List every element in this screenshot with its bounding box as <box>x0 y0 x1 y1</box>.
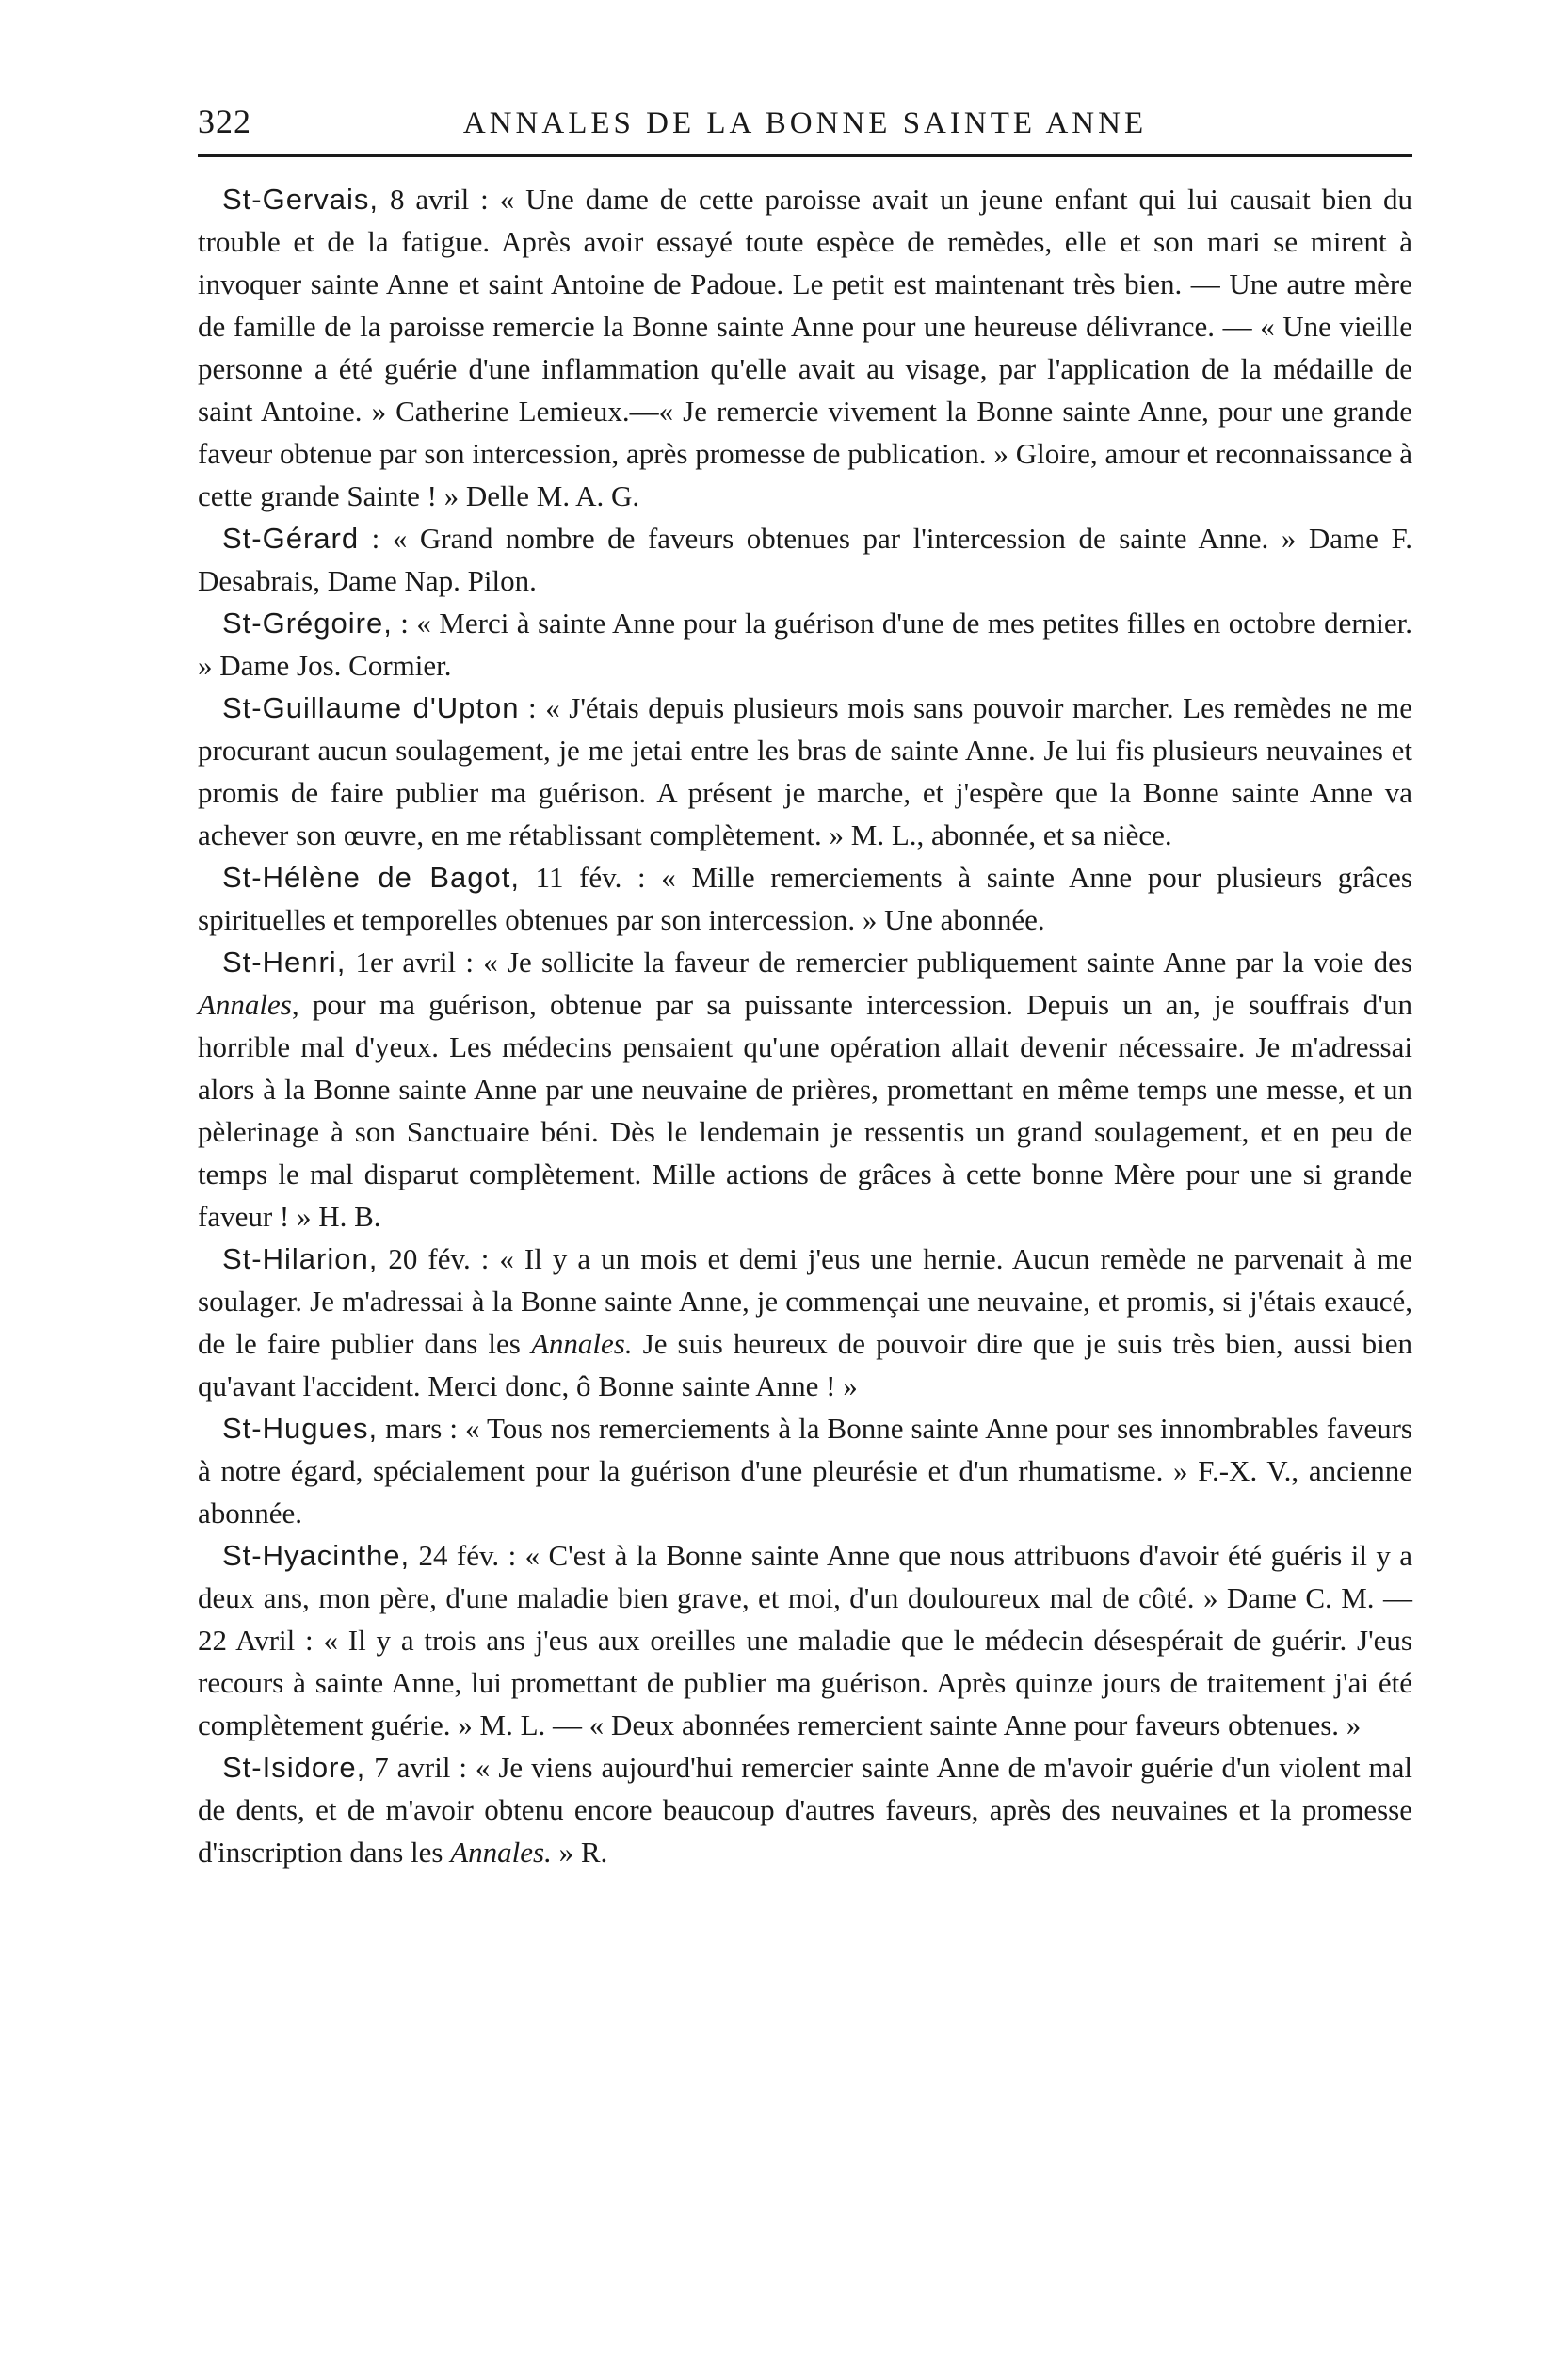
entry-text: « Merci à sainte Anne pour la guérison d'une de mes petites filles en octobre dernier. » Dame Jos. Cormier. <box>198 607 1412 682</box>
journal-title: Annales. <box>530 1327 633 1360</box>
page <box>198 83 1412 1873</box>
entry-text-continued: » R. <box>551 1836 608 1869</box>
entry-st-henri <box>198 941 1412 1238</box>
place-name: St-Guillaume d'Upton <box>222 691 520 724</box>
entry-text: « Mille remerciements à sainte Anne pour plusieurs grâces spirituelles et temporelles obtenues par son intercession. » Une abonnée. <box>198 861 1412 936</box>
place-name: St-Hilarion, <box>222 1242 379 1275</box>
journal-title: Annales. <box>450 1836 552 1869</box>
entry-text: « Je viens aujourd'hui remercier sainte Anne de m'avoir guérie d'un violent mal de dents, et de m'avoir obtenu encore beaucoup d'autres faveurs, après des neuvaines et la promesse d'inscription dans les <box>198 1751 1413 1869</box>
entry-date: : <box>359 522 380 555</box>
entry-text: « J'étais depuis plusieurs mois sans pouvoir marcher. Les remèdes ne me procurant aucun soulagement, je me jetai entre les bras de sainte Anne. Je lui fis plusieurs neuvaines et promis de faire publier ma guérison. A présent je marche, et j'espère que la Bonne sainte Anne va achever son œuvre, en me rétablissant complètement. » M. L., abonnée, et sa nièce. <box>198 691 1412 851</box>
entry-st-gerard <box>198 517 1412 602</box>
place-name: St-Hélène de Bagot, <box>222 861 520 894</box>
entry-date: 1er avril : <box>346 946 474 979</box>
place-name: St-Hugues, <box>222 1412 379 1445</box>
entry-st-gregoire <box>198 602 1412 687</box>
entry-text-continued: , pour ma guérison, obtenue par sa puissante intercession. Depuis un an, je souffrais d'un horrible mal d'yeux. Les médecins pensaient qu'une opération allait devenir nécessaire. Je m'adressai alors à la Bonne sainte Anne par une neuvaine de prières, promettant en même temps une messe, et un pèlerinage à son Sanctuaire béni. Dès le lendemain je ressentis un grand soulagement, et en peu de temps le mal disparut complètement. Mille actions de grâces à cette bonne Mère pour une si grande faveur ! » H. B. <box>198 988 1412 1233</box>
page-header <box>198 83 1412 141</box>
running-title: ANNALES DE LA BONNE SAINTE ANNE <box>462 106 1148 140</box>
entry-st-helene <box>198 856 1412 941</box>
entry-text: « C'est à la Bonne sainte Anne que nous attribuons d'avoir été guéris il y a deux ans, mon père, d'une maladie bien grave, et moi, d'un douloureux mal de côté. » Dame C. M. — 22 Avril : « Il y a trois ans j'eus aux oreilles une maladie que le médecin désespérait de guérir. J'eus recours à sainte Anne, lui promettant de publier ma guérison. Après quinze jours de traitement j'ai été complètement guérie. » M. L. — « Deux abonnées remercient sainte Anne pour faveurs obtenues. » <box>198 1539 1412 1741</box>
entry-text: « Il y a un mois et demi j'eus une hernie. Aucun remède ne parvenait à me soulager. Je m'adressai à la Bonne sainte Anne, je commençai une neuvaine, et promis, si j'étais exaucé, de le faire publier dans les <box>198 1242 1412 1360</box>
place-name: St-Gérard <box>222 522 360 555</box>
entry-date: 24 fév. : <box>410 1539 517 1572</box>
entry-date: mars : <box>378 1412 458 1445</box>
entry-text: « Une dame de cette paroisse avait un jeune enfant qui lui causait bien du trouble et de la fatigue. Après avoir essayé toute espèce de remèdes, elle et son mari se mirent à invoquer sainte Anne et saint Antoine de Padoue. Le petit est maintenant très bien. — Une autre mère de famille de la paroisse remercie la Bonne sainte Anne pour une heureuse délivrance. — « Une vieille personne a été guérie d'une inflammation qu'elle avait au visage, par l'application de la médaille de saint Antoine. » Catherine Lemieux.—« Je remercie vivement la Bonne sainte Anne, pour une grande faveur obtenue par son intercession, après promesse de publication. » Gloire, amour et reconnaissance à cette grande Sainte ! » Delle M. A. G. <box>198 183 1413 512</box>
journal-title: Annales <box>198 988 292 1021</box>
header-rule <box>198 154 1412 157</box>
entry-st-guillaume <box>198 687 1412 856</box>
entry-st-hugues <box>198 1407 1412 1534</box>
entry-text: « Grand nombre de faveurs obtenues par l'intercession de sainte Anne. » Dame F. Desabrais, Dame Nap. Pilon. <box>198 522 1412 597</box>
place-name: St-Gervais, <box>222 183 379 216</box>
entry-text: « Tous nos remerciements à la Bonne sainte Anne pour ses innombrables faveurs à notre égard, spécialement pour la guérison d'une pleurésie et d'un rhumatisme. » F.-X. V., ancienne abonnée. <box>198 1412 1412 1530</box>
entry-date: 20 fév. : <box>378 1242 490 1275</box>
entry-text: « Je sollicite la faveur de remercier publiquement sainte Anne par la voie des <box>474 946 1412 979</box>
place-name: St-Isidore, <box>222 1751 366 1784</box>
entry-date: 8 avril : <box>379 183 489 216</box>
entry-date: 11 fév. : <box>519 861 646 894</box>
entry-date: : <box>519 691 537 724</box>
entry-text-continued: Je suis heureux de pouvoir dire que je suis très bien, aussi bien qu'avant l'accident. Merci donc, ô Bonne sainte Anne ! » <box>198 1327 1413 1402</box>
place-name: St-Hyacinthe, <box>222 1539 411 1572</box>
place-name: St-Henri, <box>222 946 347 979</box>
page-number: 322 <box>198 103 251 140</box>
entry-date: : <box>392 607 409 640</box>
place-name: St-Grégoire, <box>222 607 393 640</box>
entry-st-gervais <box>198 178 1412 517</box>
body-text <box>198 178 1412 1873</box>
entry-st-hyacinthe <box>198 1534 1412 1746</box>
entry-st-isidore <box>198 1746 1412 1873</box>
entry-date: 7 avril : <box>365 1751 467 1784</box>
entry-st-hilarion <box>198 1238 1412 1407</box>
